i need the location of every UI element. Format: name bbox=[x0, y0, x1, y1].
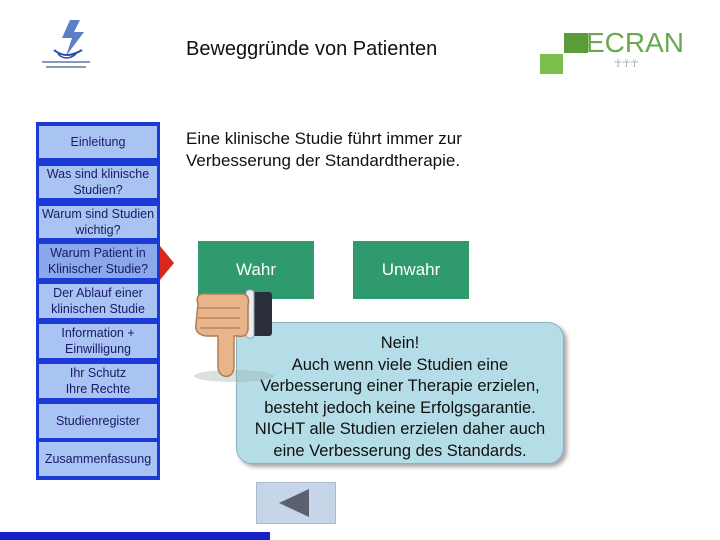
ecran-logo-text: ECRAN bbox=[586, 27, 685, 58]
sidebar-item-studienregister[interactable] bbox=[39, 404, 157, 438]
active-item-marker-icon bbox=[160, 246, 174, 280]
sidebar-item-label: Was sind klinische Studien? bbox=[46, 167, 150, 197]
quiz-question: Eine klinische Studie führt immer zur Verbesserung der Standardtherapie. bbox=[186, 129, 462, 170]
back-arrow-icon bbox=[257, 483, 335, 523]
feedback-line: NICHT alle Studien erzielen daher auch bbox=[254, 420, 546, 438]
sidebar-nav bbox=[36, 122, 160, 480]
sidebar-item-label: Einleitung bbox=[70, 135, 126, 149]
thumbs-down-icon bbox=[184, 286, 294, 386]
feedback-line: Verbesserung einer Therapie erzielen, bbox=[260, 377, 540, 395]
feedback-line: eine Verbesserung des Standards. bbox=[273, 441, 527, 460]
sidebar-item-ablauf[interactable] bbox=[39, 284, 157, 318]
sidebar-item-label: Warum Patient in Klinischer Studie? bbox=[47, 246, 149, 276]
sidebar-item-information[interactable] bbox=[39, 324, 157, 358]
sidebar-item-label: Zusammenfassung bbox=[44, 452, 152, 466]
sidebar-item-label: Ihr Schutz Ihre Rechte bbox=[65, 366, 131, 396]
sidebar-item-schutz[interactable] bbox=[39, 364, 157, 398]
sidebar-item-label: Der Ablauf einer klinischen Studie bbox=[51, 286, 145, 316]
sidebar-item-label: Studienregister bbox=[55, 414, 141, 428]
sidebar-item-warum-patient[interactable] bbox=[39, 244, 157, 278]
page-title: Beweggründe von Patienten bbox=[186, 38, 438, 60]
feedback-line: besteht jedoch keine Erfolgsgarantie. bbox=[264, 398, 536, 417]
answer-true-button[interactable]: Wahr bbox=[198, 241, 314, 299]
sidebar-item-warum-wichtig[interactable] bbox=[39, 206, 157, 238]
sidebar-item-label: Warum sind Studien wichtig? bbox=[41, 207, 155, 237]
sidebar-item-zusammenfassung[interactable] bbox=[39, 442, 157, 476]
sidebar-item-einleitung[interactable] bbox=[39, 126, 157, 158]
fp7-logo-icon bbox=[36, 16, 96, 72]
ecran-logo bbox=[540, 27, 685, 78]
feedback-line: Auch wenn viele Studien eine bbox=[291, 355, 509, 374]
bottom-bar bbox=[0, 532, 270, 540]
feedback-line: Nein! bbox=[380, 334, 420, 352]
sidebar-item-was-sind-studien[interactable] bbox=[39, 166, 157, 198]
sidebar-item-label: Information + Einwilligung bbox=[61, 326, 135, 356]
back-button[interactable] bbox=[256, 482, 336, 524]
people-figures-icon: ☥☥☥ bbox=[614, 58, 639, 70]
answer-false-button[interactable]: Unwahr bbox=[353, 241, 469, 299]
